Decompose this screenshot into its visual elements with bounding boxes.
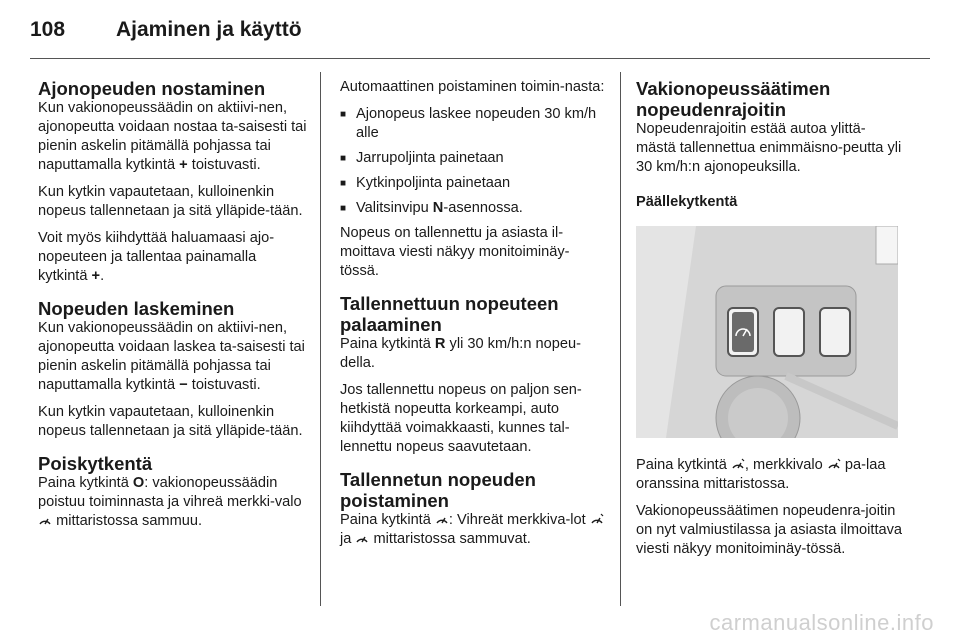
paragraph-text: mittaristossa sammuu. [56,513,203,529]
paragraph: Vakionopeussäätimen nopeudenra-joitin on nyt valmiustilassa ja asiasta ilmoittava viesti näkyy monitoiminäy-tössä. [636,503,903,557]
off-circle-icon: O [132,475,145,491]
switch-panel-illustration [636,226,898,438]
column-divider-1 [320,72,321,606]
plus-icon: + [91,268,101,284]
list-item-bold: N [432,200,444,216]
paragraph [38,474,308,531]
paragraph-text: , merkkivalo [744,457,823,473]
section-title-resume-speed: Tallennettuun nopeuteen palaaminen [340,293,559,335]
section-title-delete-speed: Tallennetun nopeuden poistaminen [340,469,536,511]
page-header [30,18,302,48]
paragraph: Jos tallennettu nopeus on paljon sen-hetkistä nopeutta korkeampi, auto kiihdyttää voimakkaasti, kunnes tal-lennettu nopeus saavutetaan. [340,382,582,455]
paragraph-text: : vakionopeussäädin poistuu toiminnasta ja vihreä merkki-valo [38,475,302,510]
paragraph [38,319,308,395]
minus-icon: − [179,377,188,393]
paragraph-text: toistuvasti. [191,377,261,393]
paragraph-text: Kun vakionopeussäädin on aktiivi-nen, ajonopeutta voidaan nostaa ta-saisesti tai pienin askelin pitämällä pohjassa tai naputtamalla kytkintä [38,100,307,173]
paragraph: Kun kytkin vapautetaan, kulloinenkin nopeus tallennetaan ja sitä ylläpide-tään. [38,404,303,439]
paragraph-text: ja [340,531,352,547]
list-item: ■ Jarrupoljinta painetaan [340,149,608,168]
paragraph [38,99,308,175]
paragraph: Kun kytkin vapautetaan, kulloinenkin nopeus tallennetaan ja sitä ylläpide-tään. [38,184,303,219]
paragraph-text: Paina kytkintä [340,336,431,352]
cruise-control-icon [355,532,369,544]
paragraph-text: Paina kytkintä [38,475,129,491]
paragraph-text: : Vihreät merkkiva-lot [448,512,586,528]
header-rule [30,58,930,59]
list-item-text: -asennossa. [443,200,523,216]
paragraph [340,511,608,549]
list-item [340,199,608,218]
paragraph-text: Kun vakionopeussäädin on aktiivi-nen, ajonopeutta voidaan laskea ta-saisesti tai pienin askelin pitämällä pohjassa tai naputtamalla kytkintä [38,320,305,393]
section-title-increase-speed: Ajonopeuden nostaminen [38,78,266,99]
paragraph: Voit myös kiihdyttää haluamaasi ajo-nopeuteen ja tallentaa painamalla kytkintä +. [38,230,275,284]
paragraph: Nopeudenrajoitin estää autoa ylittä-mästä tallennettua enimmäisno-peutta yli 30 km/h:n ajonopeuksilla. [636,121,902,175]
subheading-activation: Päällekytkentä [636,194,738,210]
speed-limiter-icon [731,458,745,470]
paragraph [636,456,904,494]
bullet-list [340,105,608,218]
list-item-text: Valitsinvipu [356,200,433,216]
r-button-label: R [434,336,446,352]
paragraph-text: toistuvasti. [191,157,261,173]
speed-limiter-icon [590,513,604,525]
paragraph: Nopeus on tallennettu ja asiasta il-moittava viesti näkyy monitoiminäy-tössä. [340,225,570,279]
section-title-decrease-speed: Nopeuden laskeminen [38,298,235,319]
paragraph [340,335,608,373]
paragraph-text: Paina kytkintä [340,512,431,528]
switch-panel-photo [636,226,898,438]
speed-limiter-icon [827,458,841,470]
column-2 [340,78,608,557]
section-title-speed-limiter: Vakionopeussäätimen nopeudenrajoitin [636,78,831,120]
cruise-control-icon [435,513,449,525]
column-3 [636,78,904,567]
paragraph-text: Paina kytkintä [636,457,727,473]
plus-icon: + [179,157,188,173]
chapter-title: Ajaminen ja käyttö [116,18,302,41]
paragraph-text: yli 30 km/h:n nopeu-della. [340,336,581,371]
paragraph-text: mittaristossa sammuvat. [373,531,531,547]
section-title-deactivation: Poiskytkentä [38,453,153,474]
column-divider-2 [620,72,621,606]
paragraph-text: pa-laa oranssina mittaristossa. [636,457,886,492]
paragraph: Automaattinen poistaminen toimin-nasta: [340,79,605,95]
page-number: 108 [30,18,66,41]
column-1 [38,78,308,539]
list-item: ■ Kytkinpoljinta painetaan [340,174,608,193]
cruise-control-icon [38,514,52,526]
list-item: ■ Ajonopeus laskee nopeuden 30 km/h alle [340,105,608,143]
watermark: carmanualsonline.info [709,610,934,635]
paragraph-text: Voit myös kiihdyttää haluamaasi ajo-nopeuteen ja tallentaa painamalla kytkintä [38,230,275,284]
